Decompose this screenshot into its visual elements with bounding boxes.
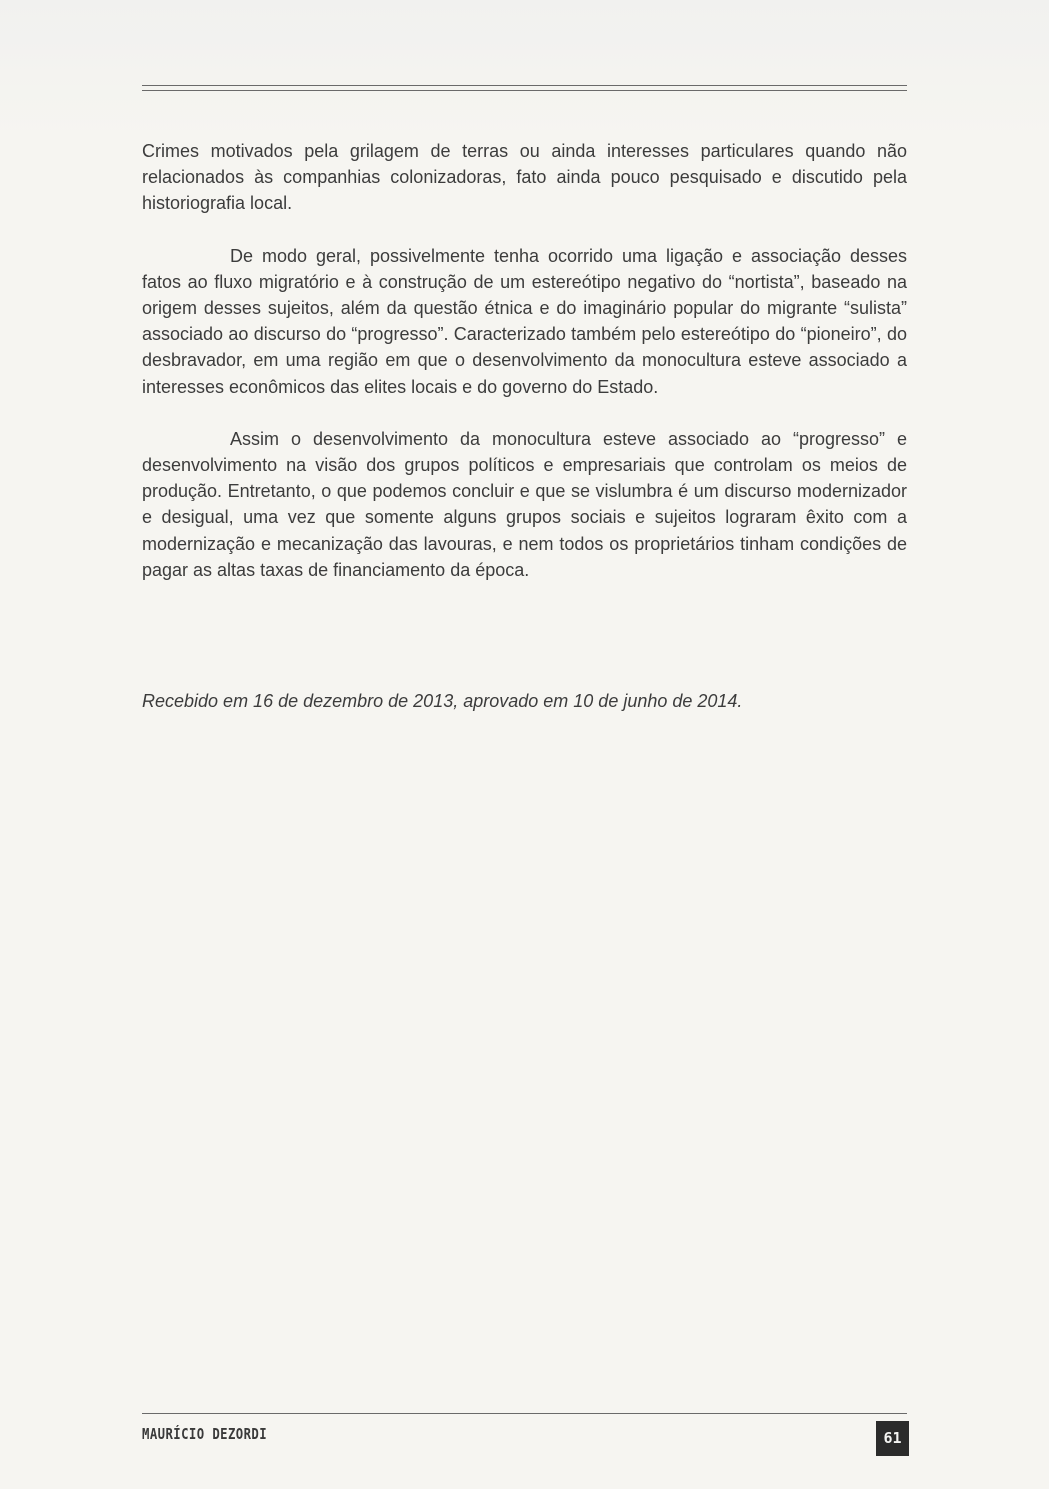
footer-rule bbox=[142, 1413, 907, 1414]
paragraph-3: Assim o desenvolvimento da monocultura esteve associado ao “progresso” e desenvolvimento na visão dos grupos políticos e empresariais que controlam os meios de produção. Entretanto, o que podemos concluir e que se vislumbra é um discurso modernizador e desigual, uma vez que somente alguns grupos sociais e sujeitos lograram êxito com a modernização e mecanização das lavouras, e nem todos os proprietários tinham condições de pagar as altas taxas de financiamento da época. bbox=[142, 428, 907, 580]
article-body bbox=[142, 138, 907, 609]
page-number-badge: 61 bbox=[876, 1421, 909, 1456]
footer-author: MAURÍCIO DEZORDI bbox=[142, 1425, 268, 1443]
paragraph-2: De modo geral, possivelmente tenha ocorrido uma ligação e associação desses fatos ao fluxo migratório e à construção de um estereótipo negativo do “nortista”, baseado na origem desses sujeitos, além da questão étnica e do imaginário popular do migrante “sulista” associado ao discurso do “progresso”. Caracterizado também pelo estereótipo do “pioneiro”, do desbravador, em uma região em que o desenvolvimento da monocultura esteve associado a interesses econômicos das elites locais e do governo do Estado. bbox=[142, 245, 907, 397]
paragraph-1: Crimes motivados pela grilagem de terras ou ainda interesses particulares quando não relacionados às companhias colonizadoras, fato ainda pouco pesquisado e discutido pela historiografia local. bbox=[142, 141, 907, 214]
header-double-rule bbox=[142, 85, 907, 91]
received-note: Recebido em 16 de dezembro de 2013, aprovado em 10 de junho de 2014. bbox=[142, 691, 743, 711]
